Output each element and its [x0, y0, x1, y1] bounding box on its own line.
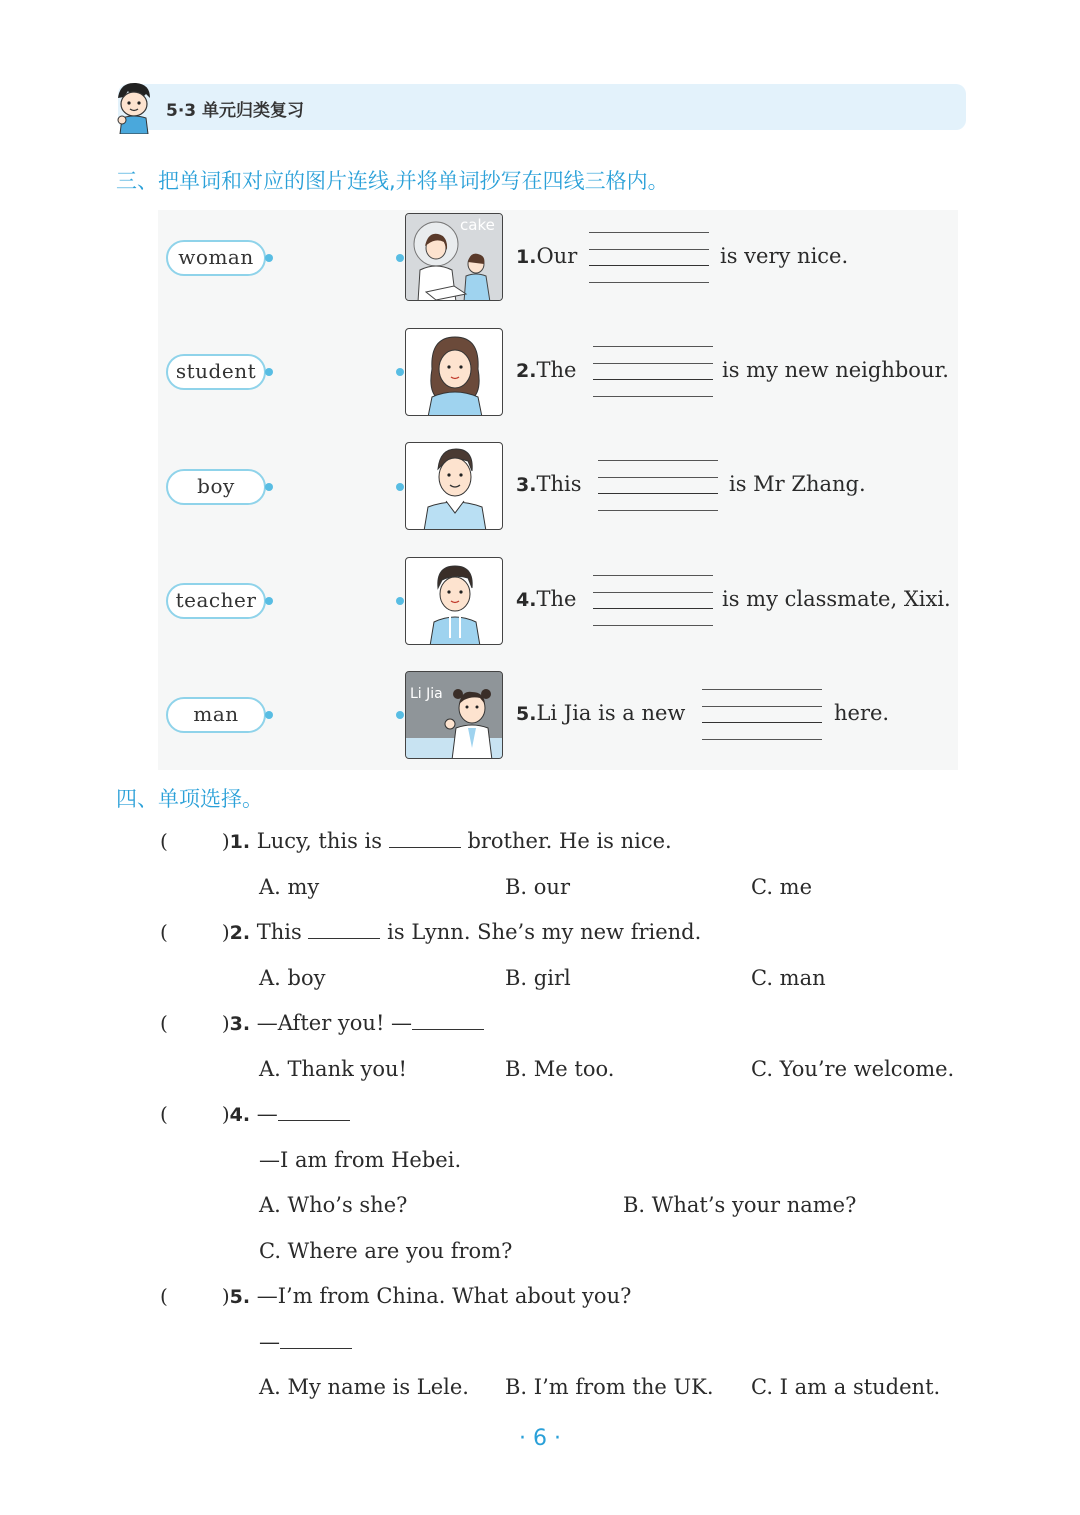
question-text-after: is Lynn. She’s my new friend. [387, 920, 702, 944]
picture-dot[interactable] [396, 711, 404, 719]
option-a[interactable]: A. Who’s she? [259, 1193, 408, 1217]
picture-dot[interactable] [396, 597, 404, 605]
question-text: Lucy, this is [256, 829, 383, 853]
answer-paren-close: ) [221, 1284, 230, 1308]
answer-paren-open[interactable]: ( [160, 1102, 168, 1126]
picture-teacher-cake [405, 213, 503, 301]
sentence-number: 4. [516, 589, 537, 611]
answer-paren-close: ) [221, 829, 230, 853]
mascot-icon [110, 80, 156, 134]
question-text: —I’m from China. What about you? [256, 1284, 632, 1308]
picture-dot[interactable] [396, 483, 404, 491]
answer-paren-open[interactable]: ( [160, 829, 168, 853]
sentence-after: is Mr Zhang. [729, 472, 866, 496]
four-line-grid[interactable] [702, 689, 822, 739]
sentence-number: 1. [516, 246, 537, 268]
option-c[interactable]: C. You’re welcome. [751, 1057, 955, 1081]
four-line-grid[interactable] [593, 346, 713, 396]
option-c[interactable]: C. Where are you from? [259, 1239, 513, 1263]
sentence-2 [516, 358, 576, 382]
answer-blank[interactable] [389, 829, 461, 848]
word-dot[interactable] [265, 368, 273, 376]
answer-blank[interactable] [308, 920, 380, 939]
option-a[interactable]: A. Thank you! [259, 1057, 407, 1081]
option-a[interactable]: A. My name is Lele. [259, 1375, 469, 1399]
word-dot[interactable] [265, 483, 273, 491]
question-number: 1. [229, 831, 251, 853]
word-dot[interactable] [265, 711, 273, 719]
word-dot[interactable] [265, 254, 273, 262]
sentence-after: is my classmate, Xixi. [722, 587, 951, 611]
question-5-reply [259, 1330, 352, 1354]
picture-woman [405, 328, 503, 416]
question-3 [160, 1011, 484, 1035]
answer-paren-close: ) [221, 1102, 230, 1126]
sentence-number: 5. [516, 703, 537, 725]
answer-paren-close: ) [221, 1011, 230, 1035]
picture-label-cake: cake [460, 216, 495, 234]
answer-blank[interactable] [412, 1011, 484, 1030]
four-line-grid[interactable] [593, 575, 713, 625]
question-4 [160, 1102, 350, 1126]
four-line-grid[interactable] [598, 460, 718, 510]
header-title: 5·3 单元归类复习 [166, 101, 305, 121]
section4-title: 四、单项选择。 [116, 787, 263, 811]
sentence-before: This [536, 472, 582, 496]
sentence-before: Li Jia is a new [536, 701, 686, 725]
option-c[interactable]: C. man [751, 966, 826, 990]
option-a[interactable]: A. boy [259, 966, 326, 990]
four-line-grid[interactable] [589, 232, 709, 282]
sentence-4 [516, 587, 576, 611]
question-1 [160, 829, 672, 853]
word-dot[interactable] [265, 597, 273, 605]
option-b[interactable]: B. girl [505, 966, 571, 990]
word-pill-student[interactable]: student [166, 354, 266, 390]
question-number: 3. [229, 1013, 251, 1035]
sentence-after: is my new neighbour. [722, 358, 949, 382]
option-c[interactable]: C. I am a student. [751, 1375, 941, 1399]
question-4-reply: —I am from Hebei. [259, 1148, 462, 1172]
picture-li-jia [405, 671, 503, 759]
question-text: This [256, 920, 302, 944]
option-b[interactable]: B. Me too. [505, 1057, 615, 1081]
sentence-1 [516, 244, 577, 268]
picture-label-li-jia: Li Jia [410, 686, 443, 702]
option-a[interactable]: A. my [259, 875, 320, 899]
sentence-before: Our [536, 244, 578, 268]
sentence-after: is very nice. [720, 244, 849, 268]
sentence-5 [516, 701, 685, 725]
section3-title: 三、把单词和对应的图片连线,并将单词抄写在四线三格内。 [116, 169, 669, 193]
option-c[interactable]: C. me [751, 875, 813, 899]
option-b[interactable]: B. our [505, 875, 570, 899]
word-pill-woman[interactable]: woman [166, 240, 266, 276]
answer-paren-open[interactable]: ( [160, 920, 168, 944]
question-number: 4. [229, 1104, 251, 1126]
page-number: · 6 · [519, 1426, 561, 1451]
answer-blank[interactable] [278, 1102, 350, 1121]
sentence-after: here. [834, 701, 890, 725]
sentence-number: 2. [516, 360, 537, 382]
sentence-number: 3. [516, 474, 537, 496]
question-number: 5. [229, 1286, 251, 1308]
word-pill-boy[interactable]: boy [166, 469, 266, 505]
reply-dash: — [259, 1330, 280, 1354]
picture-dot[interactable] [396, 254, 404, 262]
sentence-before: The [536, 587, 577, 611]
sentence-before: The [536, 358, 577, 382]
option-b[interactable]: B. What’s your name? [623, 1193, 857, 1217]
question-text: — [256, 1102, 278, 1126]
question-text: —After you! — [256, 1011, 413, 1035]
answer-paren-open[interactable]: ( [160, 1284, 168, 1308]
question-number: 2. [229, 922, 251, 944]
answer-paren-open[interactable]: ( [160, 1011, 168, 1035]
picture-boy [405, 557, 503, 645]
option-b[interactable]: B. I’m from the UK. [505, 1375, 714, 1399]
answer-paren-close: ) [221, 920, 230, 944]
answer-blank[interactable] [280, 1330, 352, 1349]
picture-dot[interactable] [396, 368, 404, 376]
question-text-after: brother. He is nice. [467, 829, 672, 853]
question-2 [160, 920, 701, 944]
question-5 [160, 1284, 631, 1308]
sentence-3 [516, 472, 581, 496]
picture-man [405, 442, 503, 530]
word-pill-man[interactable]: man [166, 697, 266, 733]
word-pill-teacher[interactable]: teacher [166, 583, 266, 619]
